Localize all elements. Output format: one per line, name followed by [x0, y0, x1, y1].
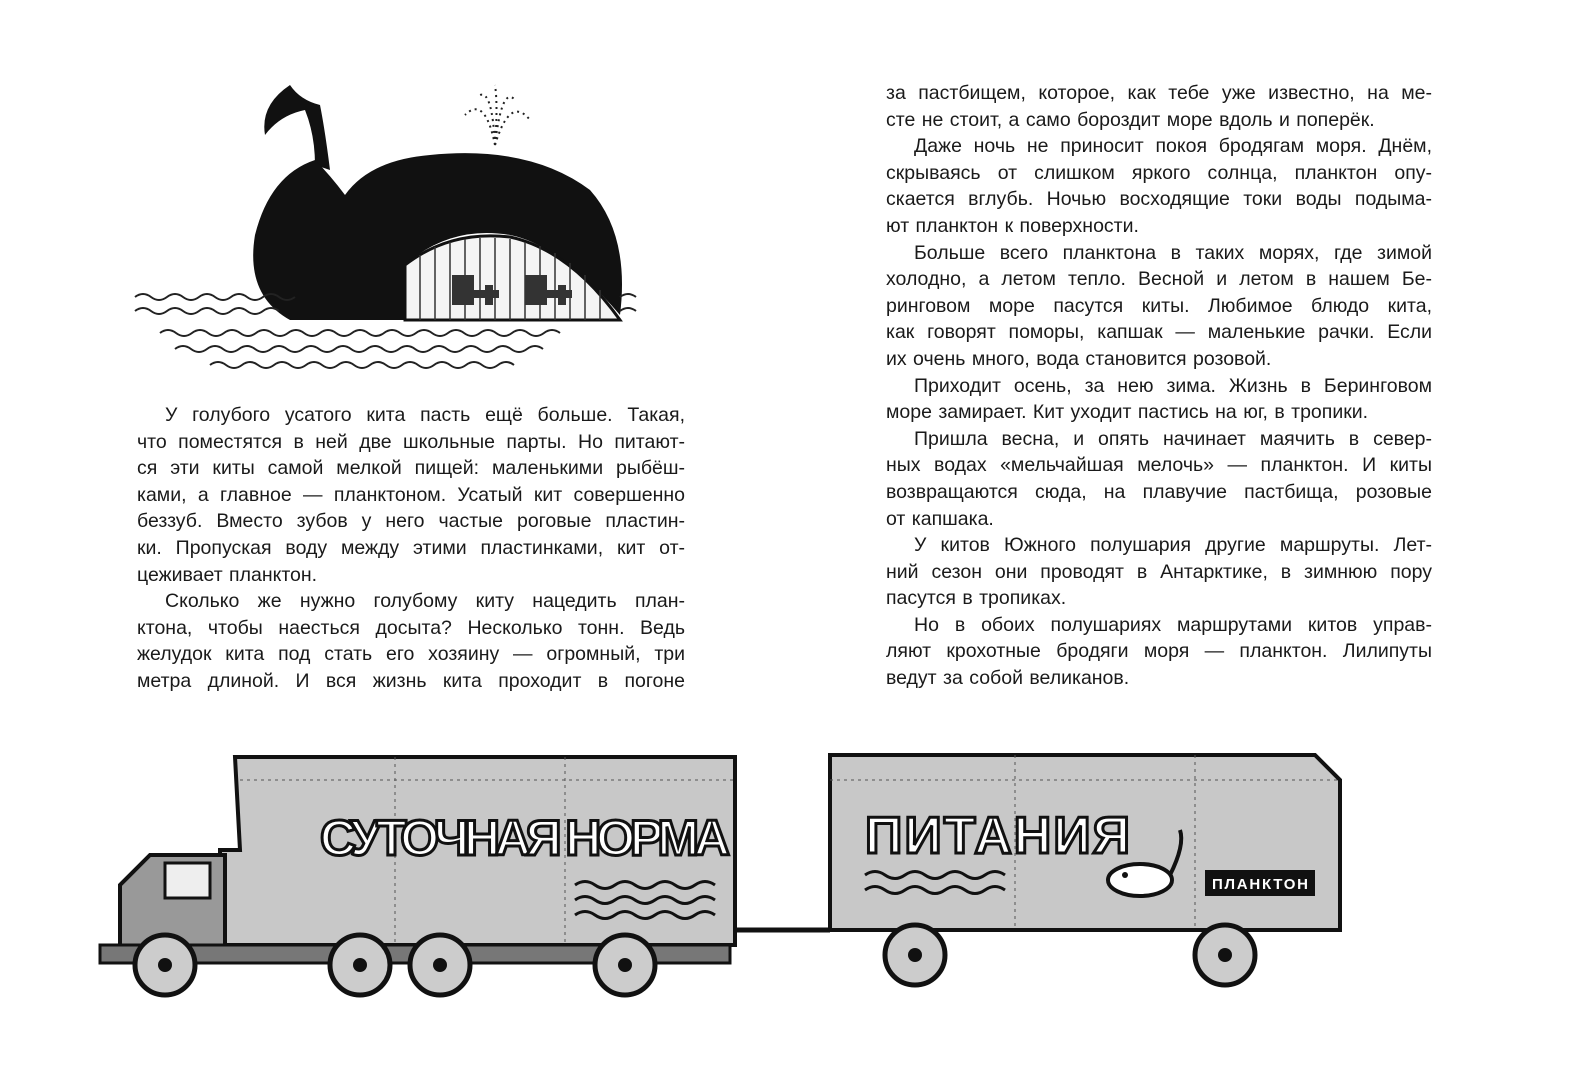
- text-line: ками, а главное — планктоном. Усатый кит совершенно: [137, 483, 685, 506]
- text-line: за пастбищем, которое, как тебе уже известно, на ме-: [886, 82, 1432, 104]
- text-line: сте не стоит, а само бороздит море вдоль и поперёк.: [886, 108, 1375, 131]
- text-line: море замирает. Кит уходит пастись на юг, в тропики.: [886, 401, 1369, 424]
- text-line: Больше всего планктона в таких морях, где зимой: [914, 241, 1432, 264]
- text-line: ляют крохотные бродяги моря — планктон. Лилипуты: [886, 640, 1432, 663]
- text-line: возвращаются сюда, на плавучие пастбища, розовые: [886, 480, 1432, 503]
- text-line: от капшака.: [886, 507, 994, 530]
- text-line: беззуб. Вместо зубов у него частые роговые пластин-: [137, 510, 685, 533]
- text-line: желудок кита под стать его хозяину — огромный, три: [137, 643, 685, 666]
- text-line: ведут за собой великанов.: [886, 667, 1130, 690]
- whale-tail: [264, 85, 330, 170]
- text-line: Но в обоих полушариях маршрутами китов управ-: [914, 613, 1432, 636]
- left-text-column: [137, 402, 685, 695]
- trailer-sign: ПИТАНИЯ: [865, 807, 1130, 865]
- text-line: ных водах «мельчайшая мелочь» — планктон. И киты: [886, 454, 1432, 477]
- text-line: Приходит осень, за нею зима. Жизнь в Беринговом: [914, 374, 1432, 397]
- text-line: У китов Южного полушария другие маршруты. Лет-: [914, 534, 1432, 557]
- text-line: Сколько же нужно голубому киту нацедить план-: [165, 590, 685, 613]
- text-line: скрываясь от слишком яркого солнца, планктон опу-: [886, 161, 1432, 184]
- text-line: Даже ночь не приносит покоя бродягам моря. Днём,: [914, 135, 1432, 158]
- text-line: как говорят поморы, капшак — маленькие рачки. Если: [886, 321, 1432, 344]
- text-line: ют планктон к поверхности.: [886, 214, 1139, 237]
- text-line: ринговом море пасутся киты. Любимое блюдо кита,: [886, 294, 1432, 317]
- text-line: Пришла весна, и опять начинает маячить в север-: [914, 427, 1432, 450]
- text-line: цеживает планктон.: [137, 563, 318, 586]
- text-line: ний сезон они проводят в Антарктике, в зимнюю пору: [886, 560, 1432, 583]
- text-line: холодно, а летом тепло. Весной и летом в нашем Бе-: [886, 268, 1432, 291]
- trailer-box: [830, 755, 1340, 930]
- text-line: ктона, чтобы наесться досыта? Несколько тонн. Ведь: [137, 616, 685, 639]
- text-line: У голубого усатого кита пасть ещё больше. Такая,: [165, 404, 685, 426]
- whale-illustration: [130, 75, 650, 375]
- text-line: метра длиной. И вся жизнь кита проходит в погоне: [137, 669, 685, 692]
- whale-spout-icon: [465, 85, 530, 145]
- truck-box: [220, 757, 735, 945]
- truck-sign: СУТОЧНАЯ НОРМА: [320, 810, 730, 866]
- text-line: скается вглубь. Ночью восходящие токи воды подыма-: [886, 188, 1432, 211]
- text-line: их очень много, вода становится розовой.: [886, 347, 1272, 370]
- plankton-label: ПЛАНКТОН: [1212, 876, 1308, 893]
- text-line: что поместятся в ней две школьные парты. Но питают-: [137, 430, 685, 453]
- text-line: пасутся в тропиках.: [886, 587, 1067, 610]
- text-line: ся эти киты самой мелкой пищей: маленькими рыбёш-: [137, 457, 685, 480]
- text-line: ки. Пропуская воду между этими пластинками, кит от-: [137, 536, 685, 559]
- truck-illustration: [95, 745, 1365, 1005]
- right-text-column: [886, 80, 1432, 692]
